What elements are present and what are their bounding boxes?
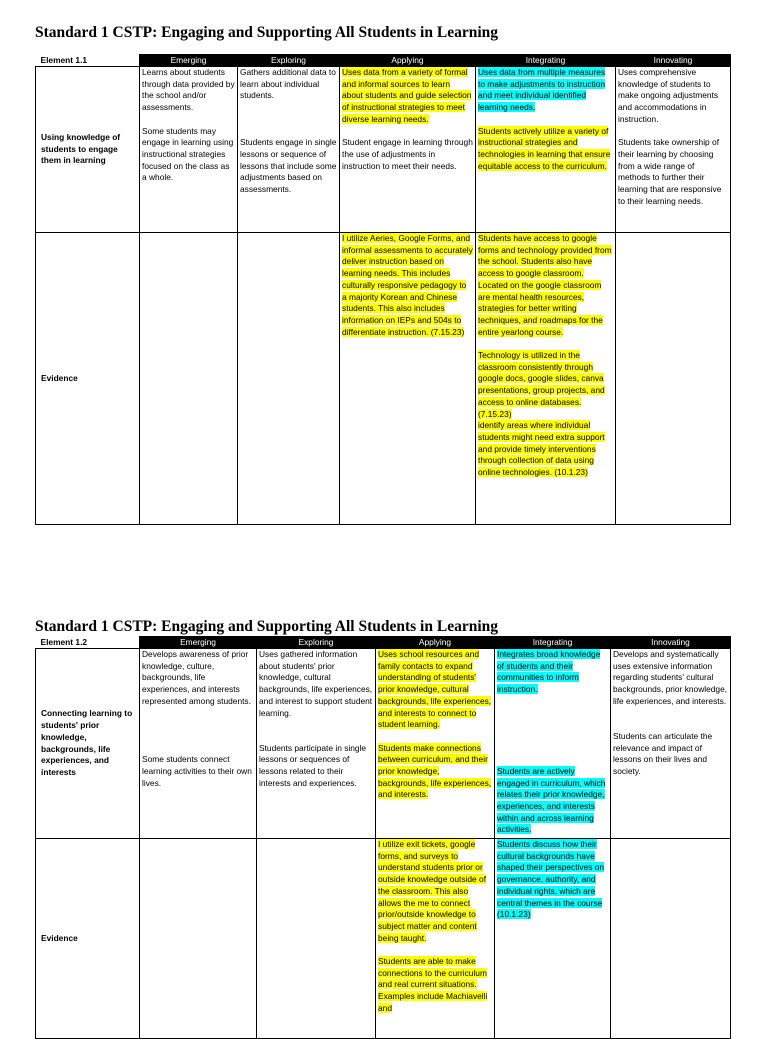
- element-label: Element 1.2: [36, 637, 140, 649]
- evidence-innovating: [616, 233, 731, 525]
- cell-exploring: [238, 67, 340, 233]
- cell-text: Uses comprehensive knowledge of students to make ongoing adjustments and accommodations in instruction.: [618, 67, 719, 124]
- cell-text: Some students connect learning activities to their own lives.: [142, 754, 252, 788]
- cell-integrating: [495, 649, 611, 839]
- header-applying: Applying: [340, 55, 476, 67]
- evidence-exploring: [257, 839, 376, 1039]
- evidence-text: identify areas where individual students might need extra support and provide timely interventions through collection of data using online technologies. (10.1.23): [478, 420, 605, 478]
- header-exploring: Exploring: [257, 637, 376, 649]
- header-emerging: Emerging: [140, 637, 257, 649]
- cell-text: Learns about students through data provided by the school and/or assessments.: [142, 67, 235, 113]
- section-2-title: Standard 1 CSTP: Engaging and Supporting All Students in Learning: [35, 618, 498, 635]
- cell-text: Gathers additional data to learn about individual students.: [240, 67, 336, 101]
- section-1-title: Standard 1 CSTP: Engaging and Supporting All Students in Learning: [35, 24, 498, 41]
- cell-text: Some students may engage in learning using instructional strategies focused on the class as a whole.: [142, 125, 234, 183]
- cell-text: Students can articulate the relevance and impact of lessons on their lives and society.: [613, 730, 713, 777]
- row-label: Using knowledge of students to engage them in learning: [36, 67, 140, 233]
- evidence-text: I utilize Aeries, Google Forms, and informal assessments to accurately deliver instruction based on learning needs. This includes culturally responsive pedagogy to a majority Korean and Chinese students. This also includes information on IEPs and 504s to differentiate instruction. (7.15.23): [342, 233, 473, 337]
- cell-text: Students take ownership of their learning by choosing from a wide range of methods to further their learning that are responsive to their learning needs.: [618, 137, 722, 206]
- evidence-applying: [376, 839, 495, 1039]
- rubric-table-1-2: [35, 636, 731, 1039]
- cell-text: Develops awareness of prior knowledge, culture, backgrounds, life experiences, and interests represented among students.: [142, 649, 251, 706]
- cell-text: Students participate in single lessons or sequences of lessons related to their interests and experiences.: [259, 742, 367, 788]
- evidence-applying: [340, 233, 476, 525]
- cell-innovating: [616, 67, 731, 233]
- header-innovating: Innovating: [611, 637, 731, 649]
- cell-text: Uses gathered information about students' prior knowledge, cultural backgrounds, life experiences, and interest to support student learning.: [259, 649, 373, 718]
- cell-applying: [376, 649, 495, 839]
- evidence-emerging: [140, 233, 238, 525]
- evidence-text: Technology is utilized in the classroom consistently through google docs, google slides, canva presentations, group projects, and access to online databases. (7.15.23): [478, 350, 605, 419]
- cell-text-highlighted: Students make connections between curriculum, and their prior knowledge, backgrounds, life experiences, and interests.: [378, 742, 492, 800]
- cell-text: Student engage in learning through the use of adjustments in instruction to meet their needs.: [342, 137, 473, 171]
- evidence-innovating: [611, 839, 731, 1039]
- cell-text: Students engage in single lessons or sequence of lessons that include some adjustments based on assessments.: [240, 137, 337, 194]
- cell-emerging: [140, 67, 238, 233]
- cell-applying: [340, 67, 476, 233]
- evidence-text: I utilize exit tickets, google forms, and surveys to understand students prior or outside knowledge outside of the classroom. This also allows the me to connect prior/outside knowledge to subject matter and content being taught.: [378, 839, 487, 943]
- element-label: Element 1.1: [36, 55, 140, 67]
- cell-text-highlighted: Uses data from a variety of formal and informal sources to learn about students and guide selection of instructional strategies to meet diverse learning needs.: [342, 67, 472, 124]
- evidence-text: Students are able to make connections to the curriculum and real current situations. Examples include Machiavelli and: [378, 956, 488, 1013]
- evidence-label: Evidence: [36, 233, 140, 525]
- cell-integrating: [476, 67, 616, 233]
- cell-emerging: [140, 649, 257, 839]
- cell-innovating: [611, 649, 731, 839]
- cell-text-highlighted: Students actively utilize a variety of instructional strategies and technologies in learning that ensure equitable access to the curriculum.: [478, 125, 611, 171]
- header-integrating: Integrating: [476, 55, 616, 67]
- header-exploring: Exploring: [238, 55, 340, 67]
- cell-text: Develops and systematically uses extensive information regarding students' cultural backgrounds, prior knowledge, life experiences, and interests.: [613, 649, 728, 706]
- header-integrating: Integrating: [495, 637, 611, 649]
- row-label: Connecting learning to students' prior knowledge, backgrounds, life experiences, and interests: [36, 649, 140, 839]
- header-applying: Applying: [376, 637, 495, 649]
- cell-exploring: [257, 649, 376, 839]
- cell-text-highlighted: Uses data from multiple measures to make adjustments to instruction and meet individual identified learning needs.: [478, 67, 606, 113]
- evidence-text: Students discuss how their cultural backgrounds have shaped their perspectives on governance, authority, and individual rights, which are central themes in the course (10.1.23): [497, 839, 605, 920]
- evidence-text: Students have access to google forms and technology provided from the school. Students also have access to google classroom. Located on the google classroom are mental health resources, strategies for better writing techniques, and roadmaps for the entire yearlong course.: [478, 233, 612, 337]
- evidence-exploring: [238, 233, 340, 525]
- evidence-integrating: [495, 839, 611, 1039]
- evidence-emerging: [140, 839, 257, 1039]
- rubric-table-1-1: [35, 54, 731, 525]
- header-innovating: Innovating: [616, 55, 731, 67]
- cell-text-highlighted: Students are actively engaged in curriculum, which relates their prior knowledge, experiences, and interests within and across learning activities.: [497, 765, 606, 835]
- evidence-label: Evidence: [36, 839, 140, 1039]
- evidence-integrating: [476, 233, 616, 525]
- cell-text-highlighted: Uses school resources and family contacts to expand understanding of students' prior knowledge, cultural backgrounds, life experiences, and interests to connect to student learning.: [378, 649, 492, 730]
- cell-text-highlighted: Integrates broad knowledge of students and their communities to inform instruction.: [497, 649, 601, 695]
- header-emerging: Emerging: [140, 55, 238, 67]
